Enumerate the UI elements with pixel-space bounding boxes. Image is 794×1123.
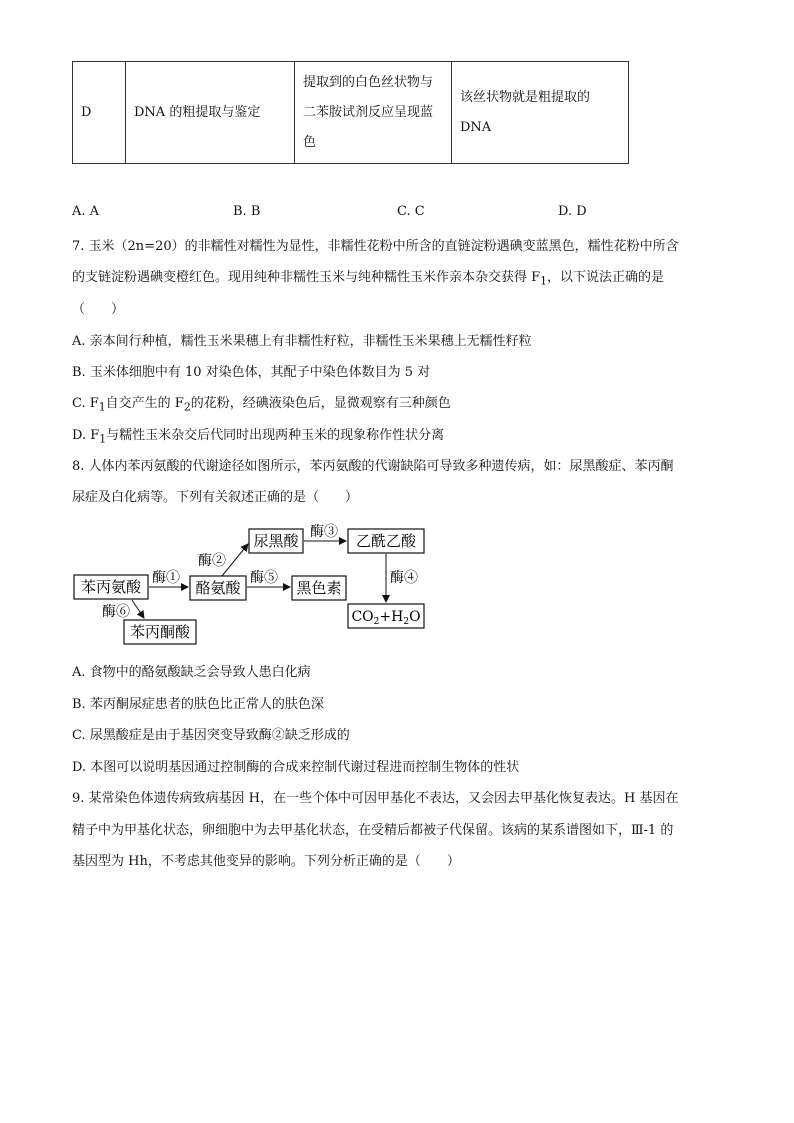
- q8-stem-line-2: 尿症及白化病等。下列有关叙述正确的是（ ）: [72, 490, 359, 505]
- q9-stem-line-1: 9. 某常染色体遗传病致病基因 H，在一些个体中可因甲基化不表达，又会因去甲基化恢复表达。H 基因在: [72, 791, 679, 806]
- q7-stem-line-1: 7. 玉米（2n=20）的非糯性对糯性为显性，非糯性花粉中所含的直链淀粉遇碘变蓝黑色，糯性花粉中所含: [72, 239, 679, 254]
- q8-option-a: A. 食物中的酪氨酸缺乏会导致人患白化病: [72, 665, 311, 680]
- label-enzyme-2: 酶②: [198, 553, 226, 569]
- label-acetoacetic-acid: 乙酰乙酸: [355, 532, 417, 550]
- option-d-table: [72, 61, 629, 164]
- subscript: 1: [99, 432, 107, 446]
- text: O: [409, 609, 421, 625]
- phenylalanine-pathway-diagram: [72, 520, 432, 648]
- label-enzyme-6: 酶⑥: [102, 604, 130, 620]
- text: D. F: [72, 428, 100, 443]
- table-row: [73, 62, 629, 164]
- q7-option-a: A. 亲本间行种植，糯性玉米果穗上有非糯性籽粒，非糯性玉米果穗上无糯性籽粒: [72, 334, 532, 349]
- label-tyrosine: 酪氨酸: [195, 579, 241, 597]
- q7-option-b: B. 玉米体细胞中有 10 对染色体，其配子中染色体数目为 5 对: [72, 365, 431, 380]
- subscript: 2: [183, 400, 191, 414]
- conclusion-line: 该丝状物就是粗提取的: [460, 89, 591, 105]
- conclusion-cell: [452, 62, 629, 164]
- row-letter: D: [73, 62, 126, 164]
- observation-line: 色: [303, 134, 317, 150]
- label-enzyme-3: 酶③: [310, 524, 338, 540]
- q7-stem-text: 的支链淀粉遇碘变橙红色。现用纯种非糯性玉米与纯种糯性玉米作亲本杂交获得 F: [72, 270, 541, 285]
- subscript: 2: [403, 617, 410, 627]
- label-phenylalanine: 苯丙氨酸: [80, 578, 142, 596]
- observation-cell: [295, 62, 452, 164]
- label-enzyme-4: 酶④: [390, 570, 418, 586]
- q8-option-c: C. 尿黑酸症是由于基因突变导致酶②缺乏形成的: [72, 728, 350, 743]
- observation-line: 提取到的白色丝状物与: [303, 74, 434, 90]
- text: C. F: [72, 396, 99, 411]
- text: +H: [379, 609, 404, 625]
- experiment-name: DNA 的粗提取与鉴定: [126, 62, 295, 164]
- q7-stem-line-3: （ ）: [72, 302, 125, 317]
- q6-choice-a: A. A: [72, 204, 100, 219]
- text: 自交产生的 F: [105, 396, 184, 411]
- label-co2-h2o: [351, 609, 420, 627]
- subscript: 2: [373, 617, 380, 627]
- q6-choice-c: C. C: [397, 204, 425, 219]
- label-enzyme-1: 酶①: [152, 570, 180, 586]
- text: 的花粉，经碘液染色后，显微观察有三种颜色: [190, 396, 451, 411]
- subscript: 1: [540, 274, 548, 288]
- q9-stem-line-3: 基因型为 Hh，不考虑其他变异的影响。下列分析正确的是（ ）: [72, 854, 460, 869]
- q7-stem-text: ，以下说法正确的是: [547, 270, 665, 285]
- text: CO: [351, 609, 374, 625]
- q8-option-d: D. 本图可以说明基因通过控制酶的合成来控制代谢过程进而控制生物体的性状: [72, 760, 520, 775]
- q6-choice-b: B. B: [233, 204, 261, 219]
- text: 与糯性玉米杂交后代同时出现两种玉米的现象称作性状分离: [106, 428, 445, 443]
- label-melanin: 黑色素: [296, 579, 342, 597]
- q7-stem-line-2: [72, 266, 664, 288]
- arrow-enzyme-6: [132, 600, 144, 618]
- label-homogentisic-acid: 尿黑酸: [253, 532, 299, 550]
- q8-stem-line-1: 8. 人体内苯丙氨酸的代谢途径如图所示，苯丙氨酸的代谢缺陷可导致多种遗传病，如：尿黑酸症、苯丙酮: [72, 459, 674, 474]
- q9-stem-line-2: 精子中为甲基化状态，卵细胞中为去甲基化状态，在受精后都被子代保留。该病的某系谱图如下，Ⅲ-1 的: [72, 823, 674, 838]
- label-phenylpyruvic-acid: 苯丙酮酸: [129, 623, 191, 641]
- observation-line: 二苯胺试剂反应呈现蓝: [303, 104, 434, 120]
- q8-option-b: B. 苯丙酮尿症患者的肤色比正常人的肤色深: [72, 697, 324, 712]
- q7-option-d: [72, 424, 444, 446]
- q6-choice-d: D. D: [558, 204, 587, 219]
- label-enzyme-5: 酶⑤: [250, 570, 278, 586]
- subscript: 1: [98, 400, 106, 414]
- conclusion-line: DNA: [460, 119, 492, 135]
- q7-option-c: [72, 392, 451, 414]
